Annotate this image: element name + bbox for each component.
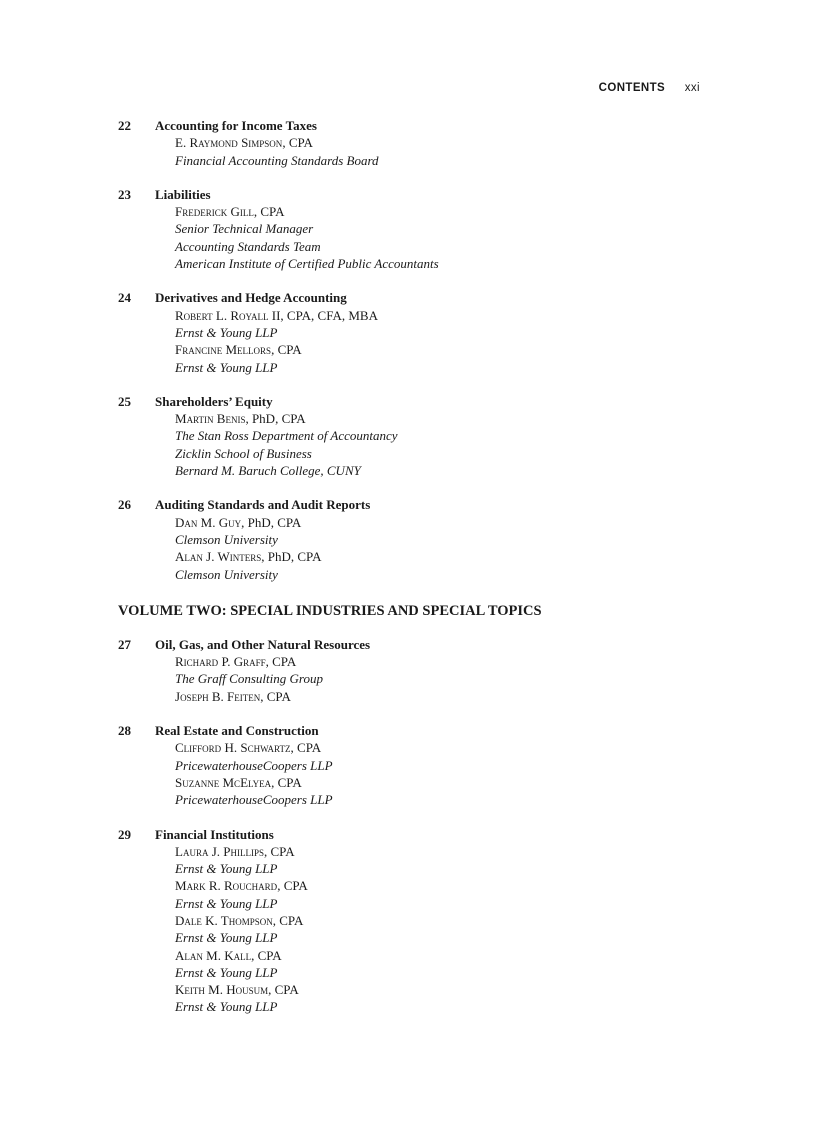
name-surname-rest: uy — [228, 514, 242, 530]
chapter-title: Auditing Standards and Audit Reports — [155, 497, 371, 513]
name-mid: L. R — [212, 307, 240, 323]
contributor-name — [175, 653, 718, 670]
contributor-list — [118, 514, 718, 583]
name-credentials: , CPA — [272, 912, 304, 928]
contributor-affiliation: Ernst & Young LLP — [175, 359, 278, 375]
contributor-affiliation: Clemson University — [175, 531, 278, 547]
name-given-rest: ale — [184, 912, 202, 928]
name-surname-rest: hillips — [230, 843, 265, 859]
name-credentials: , CPA — [265, 654, 297, 670]
name-mid: P. G — [218, 654, 244, 670]
contributor-list — [118, 134, 718, 169]
name-initial: F — [175, 342, 183, 358]
name-given-rest: aymond — [198, 135, 238, 151]
name-initial: S — [175, 774, 183, 790]
name-credentials: , CPA — [260, 688, 291, 704]
name-credentials: , CPA — [268, 982, 299, 998]
contributor-name — [175, 203, 718, 220]
name-initial: D — [175, 514, 185, 530]
chapter-entry — [118, 826, 718, 1016]
name-mid: K. T — [201, 912, 229, 928]
name-credentials: , CPA — [271, 774, 302, 790]
name-initial: F — [175, 204, 183, 220]
contributor-name — [175, 688, 718, 705]
chapter-entry — [118, 636, 718, 705]
name-given-rest: aura — [182, 843, 209, 859]
name-surname-rest: hompson — [228, 912, 273, 928]
running-head-label: CONTENTS — [598, 82, 666, 94]
contributor-name — [175, 341, 718, 358]
chapter-number: 28 — [118, 723, 131, 739]
name-initial: A — [175, 549, 185, 565]
name-given-rest: rancine — [182, 342, 223, 358]
contributor-affiliation: Ernst & Young LLP — [175, 930, 278, 946]
contributor-name — [175, 307, 718, 324]
contributor-name — [175, 877, 718, 894]
chapter-entry — [118, 393, 718, 479]
contributor-name — [175, 548, 718, 565]
name-initial: K — [175, 982, 185, 998]
contributor-affiliation: Clemson University — [175, 566, 278, 582]
contributor-affiliation: Ernst & Young LLP — [175, 964, 278, 980]
chapter-number: 23 — [118, 186, 131, 202]
name-initial: A — [175, 947, 185, 963]
contributor-affiliation: Senior Technical Manager — [175, 221, 314, 237]
running-head — [599, 82, 700, 94]
name-initial: E. R — [175, 135, 199, 151]
name-surname-rest: ill — [239, 204, 254, 220]
contributor-affiliation: Ernst & Young LLP — [175, 861, 278, 877]
name-mid: B. F — [208, 688, 235, 704]
chapter-number: 24 — [118, 290, 131, 306]
chapter-number: 22 — [118, 118, 131, 133]
contributor-affiliation: PricewaterhouseCoopers LLP — [175, 792, 333, 808]
chapter-number: 27 — [118, 636, 131, 652]
chapter-heading — [118, 826, 718, 843]
contributor-name — [175, 514, 718, 531]
name-initial: R — [175, 654, 184, 670]
contributor-name — [175, 912, 718, 929]
contributor-name — [175, 774, 718, 791]
contributor-name — [175, 739, 718, 756]
name-tail-rest: lyea — [248, 774, 272, 790]
contributor-list — [118, 843, 718, 1016]
contributor-affiliation: PricewaterhouseCoopers LLP — [175, 757, 333, 773]
chapter-title: Shareholders’ Equity — [155, 393, 273, 409]
chapter-list-volume-two — [118, 636, 718, 1016]
contributor-affiliation: The Stan Ross Department of Accountancy — [175, 428, 398, 444]
name-initial: D — [175, 912, 185, 928]
contributor-affiliation: Ernst & Young LLP — [175, 324, 278, 340]
name-given-rest: lan — [184, 549, 203, 565]
name-mid: M. K — [202, 947, 234, 963]
name-given-rest: lifford — [183, 740, 222, 756]
contributor-affiliation: American Institute of Certified Public Accountants — [175, 256, 439, 272]
contributor-list — [118, 653, 718, 705]
name-credentials: , CPA — [277, 878, 308, 894]
name-initial: M — [175, 878, 187, 894]
name-tail: E — [240, 774, 249, 790]
name-mid: R. R — [205, 878, 233, 894]
name-credentials: , PhD, CPA — [245, 411, 306, 427]
chapter-number: 29 — [118, 826, 131, 842]
name-credentials: , PhD, CPA — [241, 514, 302, 530]
name-given-rest: uzanne — [182, 774, 220, 790]
name-mid: S — [237, 135, 249, 151]
chapter-list-volume-one — [118, 117, 718, 583]
name-given-rest: ichard — [183, 654, 219, 670]
name-given-rest: ark — [186, 878, 206, 894]
chapter-heading — [118, 289, 718, 306]
name-given-rest: oseph — [180, 688, 209, 704]
name-mid: J. P — [208, 843, 231, 859]
name-credentials: , CPA — [271, 342, 302, 358]
chapter-entry — [118, 289, 718, 375]
name-mid: M — [219, 774, 235, 790]
name-mid: M — [222, 342, 238, 358]
page-number: xxi — [684, 82, 700, 94]
name-credentials: , CPA — [264, 843, 295, 859]
name-surname-rest: ousum — [235, 982, 269, 998]
contributor-list — [118, 410, 718, 479]
chapter-number: 26 — [118, 497, 131, 513]
contributor-affiliation: The Graff Consulting Group — [175, 671, 323, 687]
contributor-list — [118, 307, 718, 376]
contributor-affiliation: Bernard M. Baruch College, CUNY — [175, 463, 361, 479]
contributor-list — [118, 739, 718, 808]
contributor-name — [175, 410, 718, 427]
chapter-title: Real Estate and Construction — [155, 723, 319, 739]
name-initial: M — [175, 411, 187, 427]
contributor-name — [175, 843, 718, 860]
name-initial: C — [175, 740, 184, 756]
chapter-title: Accounting for Income Taxes — [155, 118, 317, 133]
chapter-heading — [118, 636, 718, 653]
volume-heading: VOLUME TWO: SPECIAL INDUSTRIES AND SPECIAL TOPICS — [118, 602, 542, 619]
chapter-entry — [118, 186, 718, 272]
name-surname-rest: chwartz — [247, 740, 291, 756]
name-given-rest: eith — [184, 982, 205, 998]
chapter-heading — [118, 186, 718, 203]
name-surname-rest: ellors — [237, 342, 272, 358]
name-given-rest: lan — [184, 947, 203, 963]
name-given-rest: obert — [183, 307, 213, 323]
chapter-number: 25 — [118, 393, 131, 409]
chapter-heading — [118, 117, 718, 134]
name-mid: G — [227, 204, 240, 220]
name-given-rest: artin — [186, 411, 214, 427]
name-credentials: , PhD, CPA — [261, 549, 322, 565]
contributor-affiliation: Financial Accounting Standards Board — [175, 152, 379, 168]
name-surname-rest: enis — [225, 411, 246, 427]
name-surname-rest: oyall — [239, 307, 269, 323]
name-given-rest: an — [184, 514, 198, 530]
chapter-heading — [118, 496, 718, 513]
name-surname-rest: raff — [243, 654, 266, 670]
contributor-name — [175, 947, 718, 964]
chapter-heading — [118, 722, 718, 739]
contributor-name — [175, 134, 718, 151]
name-mid: M. G — [197, 514, 229, 530]
contents-body — [118, 117, 718, 1033]
contributor-affiliation: Ernst & Young LLP — [175, 999, 278, 1015]
name-initial: J — [175, 688, 181, 704]
name-initial: L — [175, 843, 183, 859]
name-surname-rest: all — [233, 947, 252, 963]
chapter-title: Liabilities — [155, 186, 211, 202]
chapter-title: Oil, Gas, and Other Natural Resources — [155, 636, 371, 652]
contributor-affiliation: Accounting Standards Team — [175, 238, 321, 254]
name-credentials: , CPA — [290, 740, 322, 756]
name-surname-rest: impson — [248, 135, 283, 151]
chapter-title: Financial Institutions — [155, 826, 274, 842]
name-mid: B — [213, 411, 226, 427]
name-given-rest: rederick — [182, 204, 228, 220]
name-surname-rest: ouchard — [232, 878, 278, 894]
chapter-heading — [118, 393, 718, 410]
name-credentials: II, CPA, CFA, MBA — [268, 307, 378, 323]
name-mid: H. S — [221, 740, 248, 756]
name-mid: M. H — [204, 982, 236, 998]
chapter-entry — [118, 117, 718, 169]
contributor-affiliation: Zicklin School of Business — [175, 445, 312, 461]
name-surname-rest: eiten — [234, 688, 261, 704]
name-initial: R — [175, 307, 184, 323]
name-mid: J. W — [202, 549, 230, 565]
contributor-list — [118, 203, 718, 272]
name-surname-rest: c — [234, 774, 241, 790]
name-credentials: , CPA — [251, 947, 282, 963]
name-credentials: , CPA — [282, 135, 313, 151]
name-surname-rest: inters — [229, 549, 262, 565]
contributor-affiliation: Ernst & Young LLP — [175, 895, 278, 911]
contributor-name — [175, 981, 718, 998]
chapter-entry — [118, 496, 718, 582]
name-credentials: , CPA — [253, 204, 285, 220]
chapter-entry — [118, 722, 718, 808]
chapter-title: Derivatives and Hedge Accounting — [155, 290, 347, 306]
